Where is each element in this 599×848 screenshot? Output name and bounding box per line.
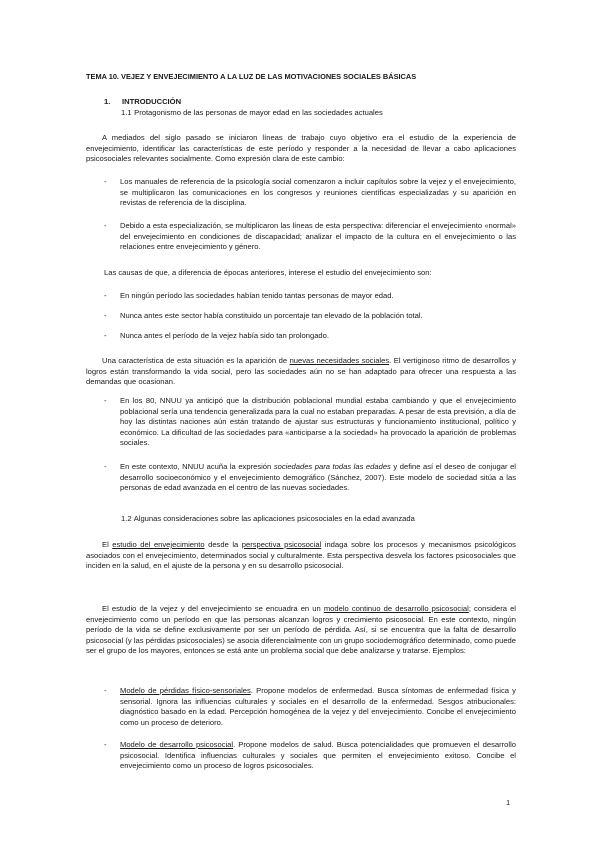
list-item-text: Nunca antes el período de la vejez había sido tan prolongado.: [120, 331, 329, 340]
list-item: [104, 462, 516, 494]
text-run: desde la: [204, 540, 242, 549]
list-item-text: [120, 686, 516, 728]
text-run: . El vertiginoso ritmo de desarrollos y logros están transformando la vida social, pero las sociedades aún no se han adaptado para ofrecer una respuesta a las demandas que ocasionan.: [86, 356, 516, 387]
paragraph-4: [86, 540, 516, 572]
text-run: indaga sobre los procesos y mecanismos psicológicos asociados con el envejecimiento, determinados social y culturalmente. Esta perspectiva desvela los factores psicosociales que inciden en la salud, en el ajuste de la persona y en su desarrollo psicosocial.: [86, 540, 516, 571]
section-label: INTRODUCCIÓN: [122, 97, 182, 106]
underlined-term: Modelo de pérdidas físico-sensoriales: [120, 686, 251, 695]
list-item-text: [120, 740, 516, 772]
underlined-term: modelo continuo de desarrollo psicosocial: [323, 604, 469, 613]
text-run: El: [102, 540, 113, 549]
underlined-term: perspectiva psicosocial: [241, 540, 322, 549]
list-item-text: [120, 462, 516, 494]
list-item: [104, 396, 516, 449]
underlined-term: estudio del envejecimiento: [112, 540, 205, 549]
subsection-heading-1-2: [121, 514, 415, 525]
text-run: . Propone modelos de enfermedad. Busca síntomas de enfermedad física y sensorial. Ignora las influencias culturales y sociales en el desarrollo de la enfermedad. Sesgos atribucionales: diagnóstico basado en la edad. Percepción homogénea de la vejez y del envejecimiento. Concibe el envejecimiento como un proceso de deterioro.: [120, 686, 516, 727]
subsection-number: 1.1: [121, 108, 132, 117]
list-item: [104, 177, 516, 209]
section-number: 1.: [104, 97, 111, 106]
subsection-number: 1.2: [121, 514, 132, 523]
list-item: [104, 221, 516, 253]
list-item: [104, 686, 516, 728]
subsection-heading-1-1: [121, 108, 383, 119]
bullet-dash: -: [104, 221, 107, 230]
page-number: 1: [506, 798, 511, 807]
italic-term: sociedades para todas las edades: [273, 462, 391, 471]
section-heading-introduccion: [104, 97, 181, 108]
text-run: Una característica de esta situación es la aparición de: [102, 356, 290, 365]
paragraph-1: A mediados del siglo pasado se iniciaron líneas de trabajo cuyo objetivo era el estudio de la experiencia de envejecimiento, identificar las características de este período y responder a la necesidad de llevar a cabo aplicaciones psicosociales relevantes socialmente. Como expresión clara de este cambio:: [86, 133, 516, 164]
list-item-text: En los 80, NNUU ya anticipó que la distribución poblacional mundial estaba cambiando y que el envejecimiento poblacional sería una tendencia generalizada para la cual no estaban preparadas. A pesar de esta previsión, a día de hoy las distintas naciones aún están tratando de ajustar sus estructuras y funcionamiento institucional, político y económico. La dificultad de las sociedades para «anticiparse a la sociedad» ha provocado la aparición de problemas sociales.: [120, 396, 516, 448]
document-title: TEMA 10. VEJEZ Y ENVEJECIMIENTO A LA LUZ DE LAS MOTIVACIONES SOCIALES BÁSICAS: [86, 72, 417, 81]
list-item: [104, 291, 516, 302]
text-run: En este contexto, NNUU acuña la expresión: [120, 462, 274, 471]
subsection-label: Protagonismo de las personas de mayor edad en las sociedades actuales: [134, 108, 383, 117]
bullet-dash: -: [104, 311, 107, 320]
text-run: ; considera el envejecimiento como un período en que las personas alcanzan logros y crecimiento psicosocial. En este contexto, ningún período de la vida se define exclusivamente por ser un período de pérdida. Así, si se encuentra que la falta de desarrollo psicosocial (y las pérdidas psicosociales) se asocia diferencialmente con un grupo sociodemográfico determinado, como puede ser el grupo de los mayores, entonces se está ante un problema social que debe analizarse y tratarse. Ejemplos:: [86, 604, 516, 656]
bullet-dash: -: [104, 462, 107, 471]
list-item-text: En ningún período las sociedades habían tenido tantas personas de mayor edad.: [120, 291, 394, 300]
text-run: El estudio de la vejez y del envejecimiento se encuadra en un: [102, 604, 324, 613]
bullet-dash: -: [104, 177, 107, 186]
list-item-text: Nunca antes este sector había constituido un porcentaje tan elevado de la población total.: [120, 311, 423, 320]
bullet-dash: -: [104, 396, 107, 405]
bullet-dash: -: [104, 686, 107, 695]
list-item: [104, 311, 516, 322]
list-item-text: Los manuales de referencia de la psicología social comenzaron a incluir capítulos sobre la vejez y el envejecimiento, se multiplicaron las comunicaciones en los congresos y reuniones científicas especializadas y su aparición en revistas de referencia de la disciplina.: [120, 177, 516, 208]
text-run: . Propone modelos de salud. Busca potencialidades que promueven el desarrollo psicosocial. Identifica influencias culturales y sociales que permiten el envejecimiento exitoso. Concibe el envejecimiento como un proceso de logros psicosociales.: [120, 740, 516, 771]
list-item: [104, 740, 516, 772]
bullet-dash: -: [104, 740, 107, 749]
subsection-label: Algunas consideraciones sobre las aplicaciones psicosociales en la edad avanzada: [133, 514, 415, 523]
text-run: y define así el deseo de conjugar el desarrollo socioeconómico y el envejecimiento demográfico (Sánchez, 2007). Este modelo de sociedad sitúa a las personas de edad avanzada en el centro de las nuevas sociedades.: [120, 462, 516, 493]
paragraph-2: Las causas de que, a diferencia de épocas anteriores, interese el estudio del envejecimiento son:: [104, 268, 432, 277]
underlined-term: Modelo de desarrollo psicosocial: [120, 740, 234, 749]
bullet-dash: -: [104, 331, 107, 340]
paragraph-3: [86, 356, 516, 388]
underlined-term: nuevas necesidades sociales: [289, 356, 390, 365]
list-item-text: Debido a esta especialización, se multiplicaron las líneas de esta perspectiva: diferenciar el envejecimiento «normal» del envejecimiento en condiciones de discapacidad; analizar el impacto de la cultura en el envejecimiento o las relaciones entre envejecimiento y género.: [120, 221, 516, 252]
bullet-dash: -: [104, 291, 107, 300]
paragraph-5: [86, 604, 516, 657]
list-item: [104, 331, 516, 342]
